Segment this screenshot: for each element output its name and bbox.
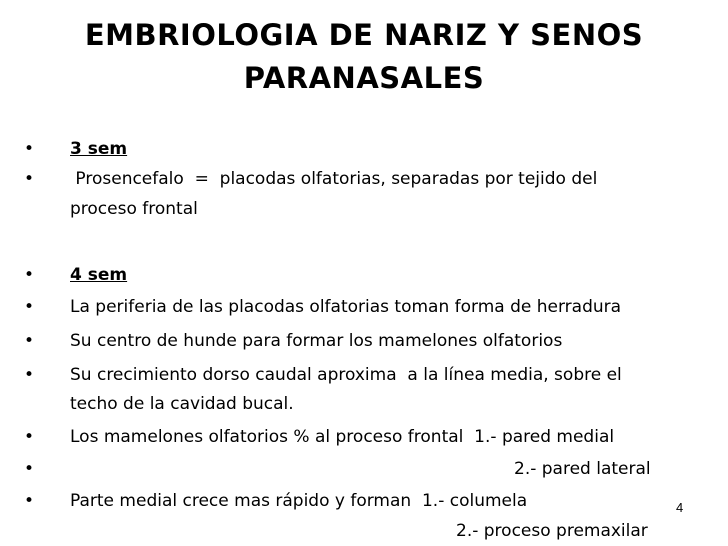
bullet-parte-medial: Parte medial crece mas rápido y forman 1.- columela	[70, 491, 528, 511]
bullet-4-sem: 4 sem	[70, 265, 128, 285]
bullet-crecimiento-cont: techo de la cavidad bucal.	[70, 394, 294, 414]
bullet-mamelones: Los mamelones olfatorios % al proceso frontal 1.- pared medial	[70, 427, 615, 447]
bullet-marker: •	[24, 427, 35, 447]
bullet-centro: Su centro de hunde para formar los mamelones olfatorios	[70, 331, 563, 351]
bullet-pared-lateral: 2.- pared lateral	[514, 459, 651, 479]
bullet-periferia: La periferia de las placodas olfatorias toman forma de herradura	[70, 297, 622, 317]
bullet-marker: •	[24, 265, 35, 285]
bullet-marker: •	[24, 331, 35, 351]
title-line-2: PARANASALES	[243, 61, 485, 95]
bullet-marker: •	[24, 365, 35, 385]
bullet-3-sem: 3 sem	[70, 139, 128, 159]
bullet-prosencefalo: Prosencefalo = placodas olfatorias, separadas por tejido del	[70, 169, 598, 189]
bullet-marker: •	[24, 297, 35, 317]
bullet-parte-medial-cont: 2.- proceso premaxilar	[456, 521, 648, 541]
title-line-1: EMBRIOLOGIA DE NARIZ Y SENOS	[84, 18, 644, 52]
bullet-crecimiento: Su crecimiento dorso caudal aproxima a la línea media, sobre el	[70, 365, 622, 385]
bullet-marker: •	[24, 459, 35, 479]
bullet-marker: •	[24, 491, 35, 511]
bullet-marker: •	[24, 139, 35, 159]
bullet-marker: •	[24, 169, 35, 189]
page-number: 4	[676, 500, 684, 515]
bullet-prosencefalo-cont: proceso frontal	[70, 199, 198, 219]
